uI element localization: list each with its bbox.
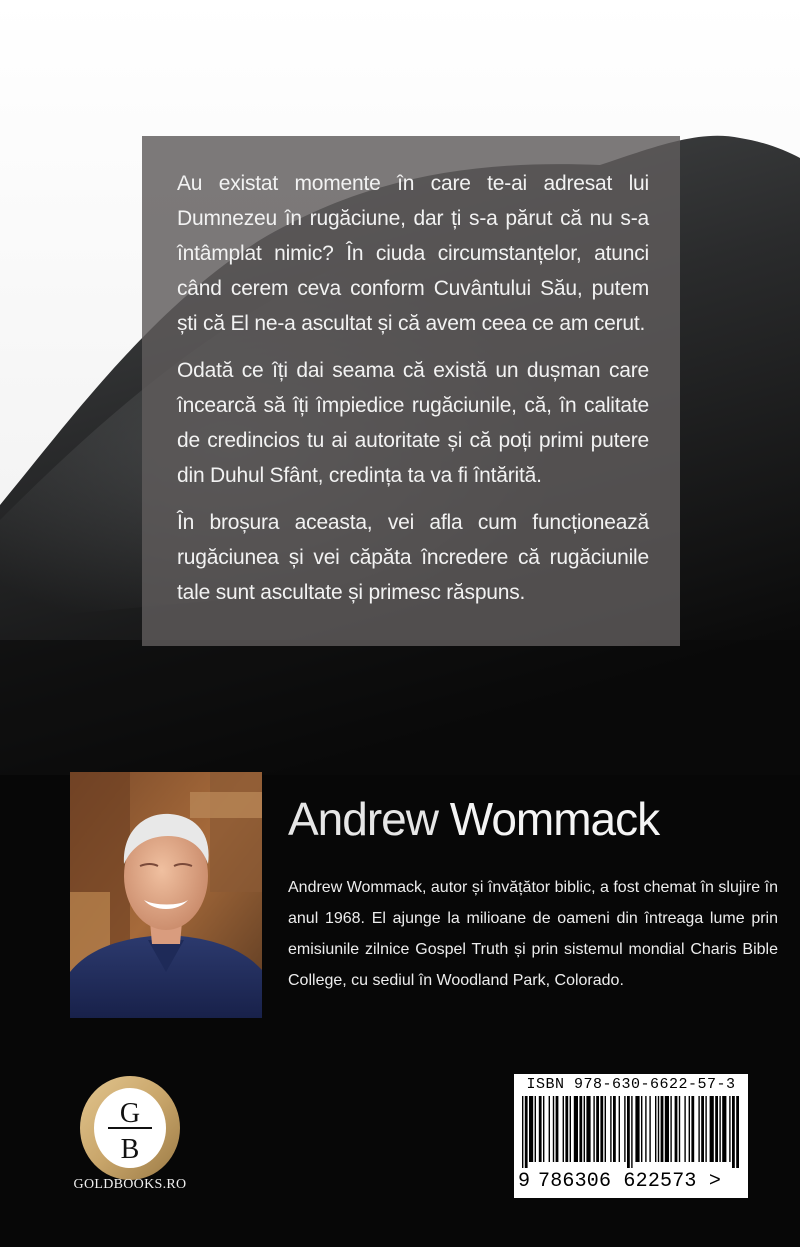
barcode-bar (610, 1096, 611, 1162)
barcode-bar (543, 1096, 544, 1162)
barcode-bar (661, 1096, 664, 1162)
barcode-bar (627, 1096, 630, 1168)
barcode-bar (619, 1096, 620, 1162)
barcode-bar (613, 1096, 616, 1162)
logo-letter-b: B (120, 1134, 140, 1165)
barcode-bar (665, 1096, 669, 1162)
barcode-bar (525, 1096, 528, 1168)
barcode-bar (549, 1096, 550, 1162)
barcode-bar (635, 1096, 639, 1162)
barcode-bar (579, 1096, 582, 1162)
barcode-bar (553, 1096, 554, 1162)
publisher-caption: GOLDBOOKS.RO (73, 1177, 187, 1192)
barcode-bar (701, 1096, 704, 1162)
barcode-first-digit: 9 (518, 1170, 531, 1193)
barcode-bar (596, 1096, 599, 1162)
barcode-bar (691, 1096, 694, 1162)
barcode-rest-digits: 786306 622573 > (538, 1170, 722, 1193)
barcode-bar (529, 1096, 533, 1162)
barcode-bar (715, 1096, 718, 1162)
barcode-bars (520, 1096, 742, 1168)
barcode-bar (535, 1096, 536, 1162)
author-first-name: Andrew (288, 793, 438, 845)
barcode-bar (729, 1096, 730, 1162)
barcode-bar (570, 1096, 571, 1162)
barcode-bar (658, 1096, 659, 1162)
blurb-paragraph-1: Au existat momente în care te-ai adresat lui Dumnezeu în rugăciune, dar ți s-a părut că nu s-a întâmplat nimic? În ciuda circumstanțelor, atunci când cerem ceva conform Cuvântului Său, putem ști că El ne-a ascultat și că avem ceea ce am cerut. (177, 172, 649, 335)
barcode-bar (624, 1096, 625, 1162)
barcode-bar (736, 1096, 739, 1168)
barcode-bar (655, 1096, 656, 1162)
barcode-bar (563, 1096, 564, 1162)
barcode-bar (593, 1096, 594, 1162)
isbn-label: ISBN 978-630-6622-57-3 (526, 1076, 736, 1093)
barcode-bar (600, 1096, 603, 1162)
blurb-paragraph-3: În broșura aceasta, vei afla cum funcționează rugăciunea și vei căpăta încredere că rugăciunile tale sunt ascultate și primesc răspuns. (177, 511, 649, 604)
barcode-bar (649, 1096, 650, 1162)
author-last-name: Wommack (449, 793, 660, 845)
isbn-barcode (514, 1074, 748, 1198)
barcode-bar (684, 1096, 685, 1162)
barcode-bar (574, 1096, 578, 1162)
barcode-bar (670, 1096, 671, 1162)
barcode-bar (719, 1096, 720, 1162)
barcode-bar (722, 1096, 726, 1162)
barcode-bar (645, 1096, 646, 1162)
barcode-bar (641, 1096, 642, 1162)
barcode-bar (584, 1096, 585, 1162)
barcode-bar (565, 1096, 568, 1162)
barcode-bar (586, 1096, 590, 1162)
barcode-bar (522, 1096, 523, 1168)
blurb-paragraph-2: Odată ce îți dai seama că există un dușman care încearcă să îți împiedice rugăciunile, că, în calitate de credincios tu ai autoritate și că poți primi putere din Duhul Sfânt, credința ta va fi întărită. (177, 359, 649, 487)
barcode-bar (732, 1096, 735, 1168)
barcode-bar (605, 1096, 606, 1162)
author-photo (70, 772, 262, 1018)
barcode-bar (689, 1096, 690, 1162)
barcode-bar (631, 1096, 632, 1168)
barcode-bar (679, 1096, 680, 1162)
barcode-bar (698, 1096, 699, 1162)
barcode-bar (556, 1096, 559, 1162)
blurb-panel (142, 136, 680, 646)
barcode-bar (710, 1096, 714, 1162)
logo-letter-g: G (119, 1098, 141, 1129)
author-name (288, 792, 659, 846)
author-bio: Andrew Wommack, autor și învățător biblic, a fost chemat în slujire în anul 1968. El ajunge la milioane de oameni din întreaga lume prin emisiunile zilnice Gospel Truth și prin sistemul mondial Charis Bible College, cu sediul în Woodland Park, Colorado. (288, 879, 778, 989)
barcode-bar (705, 1096, 706, 1162)
barcode-bar (675, 1096, 678, 1162)
barcode-bar (539, 1096, 542, 1162)
